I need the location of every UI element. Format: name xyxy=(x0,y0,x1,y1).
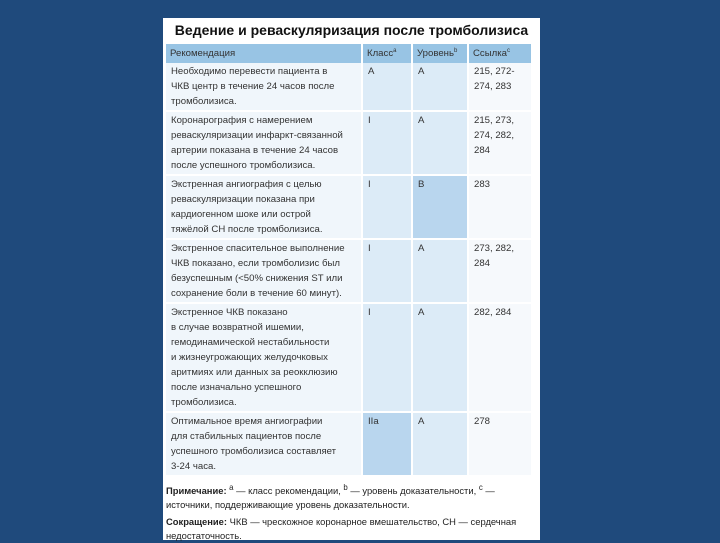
table-row xyxy=(166,303,532,412)
table-header-row xyxy=(166,44,532,63)
recommendation-cell: Необходимо перевести пациента в ЧКВ центр в течение 24 часов после тромболизиса. xyxy=(166,63,362,111)
reference-cell: 282, 284 xyxy=(468,303,532,412)
class-cell: I xyxy=(362,303,412,412)
table-row xyxy=(166,111,532,175)
recommendation-cell: Коронарография с намерением реваскуляризации инфаркт-связанной артерии показана в течение 24 часов после успешного тромболизиса. xyxy=(166,111,362,175)
reference-cell: 273, 282, 284 xyxy=(468,239,532,303)
level-cell: A xyxy=(412,412,468,476)
class-cell: I xyxy=(362,239,412,303)
slide-title: Ведение и реваскуляризация после тромболизиса xyxy=(174,22,529,38)
recommendation-cell: Оптимальное время ангиографии для стабильных пациентов после успешного тромболизиса составляет 3-24 часа. xyxy=(166,412,362,476)
table-row xyxy=(166,239,532,303)
level-cell: A xyxy=(412,239,468,303)
table-row xyxy=(166,412,532,476)
recommendations-table xyxy=(166,44,533,477)
class-cell: A xyxy=(362,63,412,111)
slide-panel xyxy=(163,18,540,540)
header-class: Класс$^a$ xyxy=(362,44,412,63)
class-cell: I xyxy=(362,175,412,239)
level-cell: A xyxy=(412,303,468,412)
header-level: Уровень$^b$ xyxy=(412,44,468,63)
table-row xyxy=(166,175,532,239)
header-reference: Ссылка$^c$ xyxy=(468,44,532,63)
class-cell: IIa xyxy=(362,412,412,476)
header-recommendation: Рекомендация xyxy=(166,44,362,63)
reference-cell: 278 xyxy=(468,412,532,476)
level-cell: A xyxy=(412,111,468,175)
recommendation-cell: Экстренная ангиография с целью реваскуляризации показана при кардиогенном шоке или острой тяжёлой СН после тромболизиса. xyxy=(166,175,362,239)
reference-cell: 215, 272- 274, 283 xyxy=(468,63,532,111)
recommendation-cell: Экстренное ЧКВ показано в случае возвратной ишемии, гемодинамической нестабильности и жизнеугрожающих желудочковых аритмиях или данных за реокклюзию после изначально успешного тромболизиса. xyxy=(166,303,362,412)
footnote: Примечание: $^a$ — класс рекомендации, $^b$ — уровень доказательности, $^c$ — источники, поддерживающие уровень доказательности. xyxy=(166,483,495,511)
table-notes xyxy=(166,481,532,543)
level-cell: A xyxy=(412,63,468,111)
recommendation-cell: Экстренное спасительное выполнение ЧКВ показано, если тромболизис был безуспешным (<50% снижения ST или сохранение боли в течение 60 минут). xyxy=(166,239,362,303)
class-cell: I xyxy=(362,111,412,175)
level-cell: B xyxy=(412,175,468,239)
table-row xyxy=(166,63,532,111)
reference-cell: 283 xyxy=(468,175,532,239)
abbreviations: Сокращение: ЧКВ — чрескожное коронарное вмешательство, СН — сердечная недостаточность. xyxy=(166,516,517,542)
reference-cell: 215, 273, 274, 282, 284 xyxy=(468,111,532,175)
